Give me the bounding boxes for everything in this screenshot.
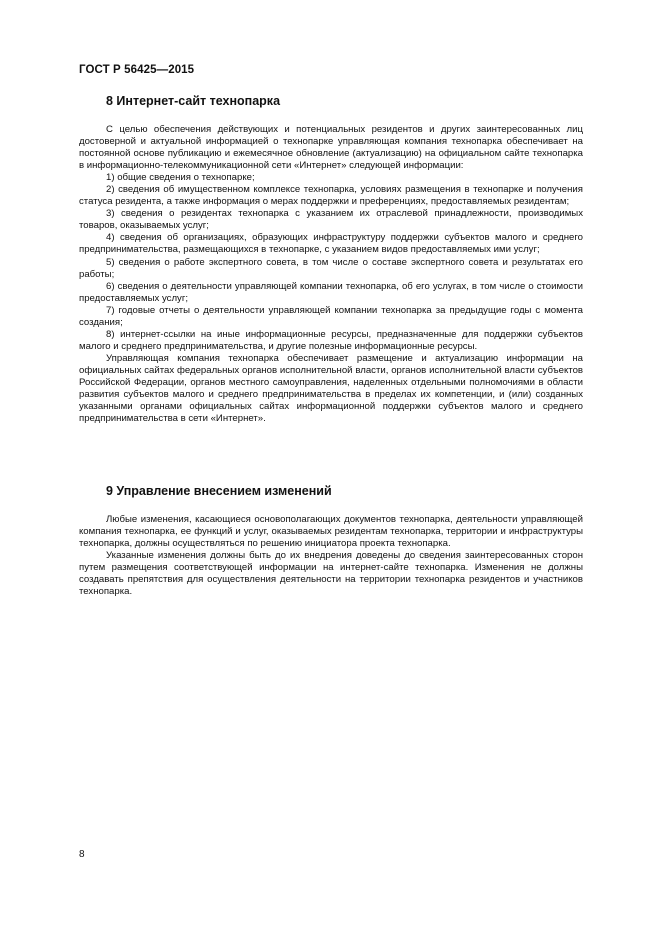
paragraph: Любые изменения, касающиеся основополагающих документов технопарка, деятельности управляющей компания технопарка, ее функций и услуг, оказываемых резидентам технопарка, территории и инфраструктуры технопарка, должны осуществляться по решению инициатора проекта технопарка. [79, 514, 583, 550]
page-number: 8 [79, 849, 85, 860]
list-item: 7) годовые отчеты о деятельности управляющей компании технопарка за предыдущие годы с момента создания; [79, 304, 583, 328]
list-item: 5) сведения о работе экспертного совета, в том числе о составе экспертного совета и результатах его работы; [79, 256, 583, 280]
section-8-body [79, 124, 583, 425]
list-item: 8) интернет-ссылки на иные информационные ресурсы, предназначенные для поддержки субъектов малого и среднего предпринимательства, и другие полезные информационные ресурсы. [79, 328, 583, 352]
list-item: 6) сведения о деятельности управляющей компании технопарка, об его услугах, в том числе о стоимости предоставляемых услуг; [79, 280, 583, 304]
document-code: ГОСТ Р 56425—2015 [79, 64, 195, 76]
list-item: 1) общие сведения о технопарке; [106, 172, 255, 184]
section-9-body [79, 514, 583, 598]
list-item: 2) сведения об имущественном комплексе технопарка, условиях размещения в технопарке и получения статуса резидента, а также информация о мерах поддержки и преференциях, предоставляемых резидентам; [79, 184, 583, 208]
section-8-title: 8 Интернет-сайт технопарка [106, 94, 281, 108]
paragraph: С целью обеспечения действующих и потенциальных резидентов и других заинтересованных лиц достоверной и актуальной информацией о технопарке управляющая компания технопарка обеспечивает на постоянной основе публикацию и ежемесячное обновление (актуализацию) на официальном сайте технопарка в информационно-телекоммуникационной сети «Интернет» следующей информации: [79, 124, 583, 172]
paragraph: Указанные изменения должны быть до их внедрения доведены до сведения заинтересованных сторон путем размещения соответствующей информации на интернет-сайте технопарка. Изменения не должны создавать препятствия для осуществления деятельности на территории технопарка резидентов и участников технопарка. [79, 550, 583, 598]
list-item: 3) сведения о резидентах технопарка с указанием их отраслевой принадлежности, производимых товаров, оказываемых услуг; [79, 208, 583, 232]
section-9-title: 9 Управление внесением изменений [106, 484, 332, 498]
list-item: 4) сведения об организациях, образующих инфраструктуру поддержки субъектов малого и среднего предпринимательства, размещающихся в технопарке, с указанием видов предоставляемых ими услуг; [79, 232, 583, 256]
paragraph: Управляющая компания технопарка обеспечивает размещение и актуализацию информации на официальных сайтах федеральных органов исполнительной власти, органов исполнительной власти субъектов Российской Федерации, органов местного самоуправления, наделенных отдельными полномочиями в области развития субъектов малого и среднего предпринимательства в пределах их компетенции, и (или) созданных указанными органами официальных сайтах информационной поддержки субъектов малого и среднего предпринимательства в сети «Интернет». [79, 352, 583, 425]
